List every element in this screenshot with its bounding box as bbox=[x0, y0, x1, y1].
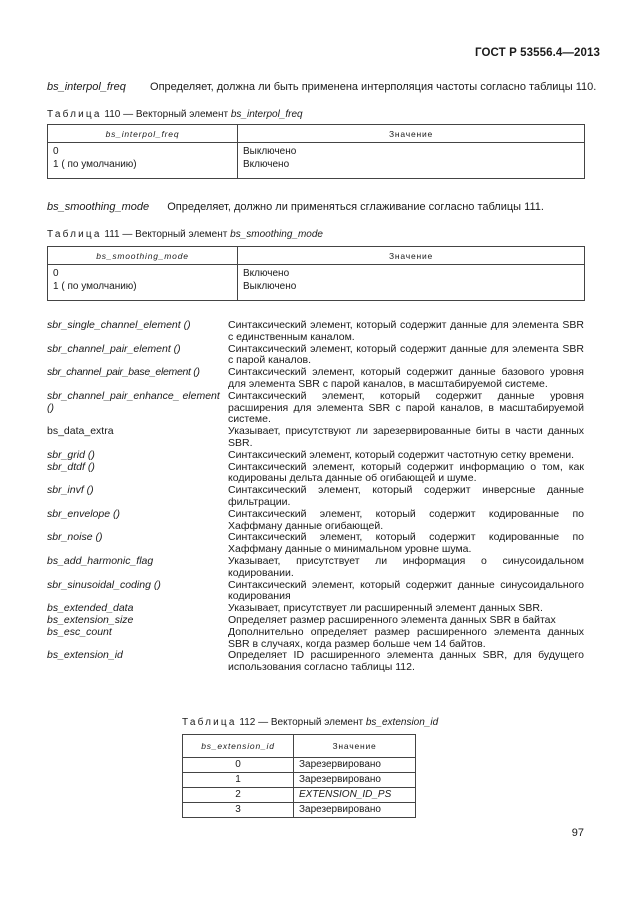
table-111-right-line: Выключено bbox=[243, 280, 297, 292]
table-112-header-col2: Значение bbox=[294, 735, 416, 758]
definition-term: sbr_single_channel_element () bbox=[47, 319, 191, 331]
definition-term: sbr_envelope () bbox=[47, 507, 120, 520]
definition-term: sbr_channel_pair_base_element () bbox=[47, 366, 200, 379]
definition-row bbox=[47, 532, 584, 556]
definition-desc: Указывает, присутствует ли расширенный элемент данных SBR. bbox=[228, 602, 543, 615]
definition-term: bs_extension_size bbox=[47, 613, 134, 626]
definition-row bbox=[47, 391, 584, 426]
table-110 bbox=[47, 124, 585, 179]
definition-desc: Синтаксический элемент, который содержит информацию о том, как кодированы дельта данные об огибающей и шуме. bbox=[228, 460, 584, 485]
caption-term: bs_interpol_freq bbox=[230, 109, 303, 120]
caption-term: bs_smoothing_mode bbox=[230, 229, 323, 240]
definition-desc: Дополнительно определяет размер расширенного элемента данных SBR в случаях, когда размер больше чем 14 байтов. bbox=[228, 625, 584, 650]
definition-desc: Указывает, присутствуют ли зарезервированные биты в части данных SBR. bbox=[228, 425, 584, 449]
table-111-left-line: 1 ( по умолчанию) bbox=[53, 280, 137, 292]
table-111-left-line: 0 bbox=[53, 268, 59, 279]
paragraph-text: Определяет, должно ли применяться сглаживание согласно таблицы 111. bbox=[167, 201, 544, 213]
table-112-id-cell: 1 bbox=[183, 773, 294, 788]
definition-row bbox=[47, 320, 584, 344]
table-110-left-line: 0 bbox=[53, 146, 59, 157]
definition-desc: Синтаксический элемент, который содержит данные для элемента SBR с парой каналов. bbox=[228, 342, 584, 367]
table-112-id-cell: 0 bbox=[183, 758, 294, 773]
caption-text: 112 — Векторный элемент bbox=[239, 717, 364, 728]
definition-term: bs_esc_count bbox=[47, 625, 112, 638]
definition-term: sbr_invf () bbox=[47, 484, 94, 497]
definition-desc: Синтаксический элемент, который содержит кодированные по Хаффману данные огибающей. bbox=[228, 507, 584, 532]
definition-row bbox=[47, 426, 584, 450]
table-110-caption bbox=[47, 109, 303, 120]
paragraph-interpol-freq bbox=[47, 81, 596, 93]
table-111-left-cell bbox=[48, 265, 238, 301]
table-111-header-col1: bs_smoothing_mode bbox=[48, 247, 238, 265]
definition-row bbox=[47, 615, 584, 627]
definition-row bbox=[47, 627, 584, 651]
table-row bbox=[183, 803, 416, 818]
table-112-value-cell: EXTENSION_ID_PS bbox=[294, 788, 416, 803]
table-row bbox=[183, 788, 416, 803]
definition-desc: Определяет ID расширенного элемента данных SBR, для будущего использования согласно таблицы 112. bbox=[228, 649, 584, 674]
definition-row bbox=[47, 450, 584, 462]
definition-desc: Синтаксический элемент, который содержит кодированные по Хаффману данные о минимальном уровне шума. bbox=[228, 531, 584, 556]
table-112-value-cell: Зарезервировано bbox=[294, 758, 416, 773]
table-112-header-col1: bs_extension_id bbox=[183, 735, 294, 758]
table-112-id-cell: 3 bbox=[183, 803, 294, 818]
table-110-right-cell bbox=[238, 143, 585, 179]
definition-row bbox=[47, 509, 584, 533]
definition-term: sbr_channel_pair_element () bbox=[47, 342, 181, 355]
definition-term: sbr_dtdf () bbox=[47, 460, 95, 473]
table-row bbox=[183, 758, 416, 773]
definition-row bbox=[47, 485, 584, 509]
definition-desc: Синтаксический элемент, который содержит частотную сетку времени. bbox=[228, 448, 575, 461]
caption-term: bs_extension_id bbox=[365, 717, 439, 728]
caption-word: Таблица bbox=[47, 229, 102, 240]
definition-row bbox=[47, 344, 584, 368]
definition-term: sbr_channel_pair_enhance_ element () bbox=[47, 389, 220, 414]
definitions-list bbox=[47, 320, 584, 674]
term-bs-smoothing-mode: bs_smoothing_mode bbox=[47, 201, 150, 213]
definition-row bbox=[47, 650, 584, 674]
table-111 bbox=[47, 246, 585, 301]
definition-term: bs_extension_id bbox=[47, 649, 123, 662]
table-112 bbox=[182, 734, 416, 818]
definition-row bbox=[47, 580, 584, 604]
definition-desc: Указывает, присутствует ли информация о синусоидальном кодировании. bbox=[228, 554, 584, 579]
table-112-value-cell: Зарезервировано bbox=[294, 803, 416, 818]
table-110-header-col2: Значение bbox=[238, 125, 585, 143]
definition-term: bs_add_harmonic_flag bbox=[47, 554, 154, 567]
definition-row bbox=[47, 556, 584, 580]
table-111-header-col2: Значение bbox=[238, 247, 585, 265]
definition-term: sbr_noise () bbox=[47, 531, 103, 544]
table-112-caption bbox=[182, 717, 438, 728]
definition-row bbox=[47, 462, 584, 486]
definition-term: sbr_sinusoidal_coding () bbox=[47, 578, 161, 591]
paragraph-text: Определяет, должна ли быть применена интерполяция частоты согласно таблицы 110. bbox=[150, 81, 597, 93]
definition-term: bs_data_extra bbox=[47, 425, 114, 438]
definition-desc: Синтаксический элемент, который содержит данные синусоидального кодирования bbox=[228, 578, 584, 603]
document-header: ГОСТ Р 53556.4—2013 bbox=[475, 47, 600, 59]
table-row bbox=[183, 773, 416, 788]
definition-desc: Синтаксический элемент, который содержит данные базового уровня для элемента SBR с парой каналов, в масштабируемой системе. bbox=[228, 366, 584, 390]
table-111-caption bbox=[47, 229, 323, 240]
definition-desc: Определяет размер расширенного элемента данных SBR в байтах bbox=[228, 613, 556, 626]
definition-term: bs_extended_data bbox=[47, 602, 134, 615]
definition-desc: Синтаксический элемент, который содержит данные для элемента SBR с единственным каналом. bbox=[228, 319, 584, 343]
table-110-right-line: Включено bbox=[243, 158, 290, 170]
definition-term: sbr_grid () bbox=[47, 448, 95, 461]
term-bs-interpol-freq: bs_interpol_freq bbox=[47, 81, 126, 93]
caption-word: Таблица bbox=[182, 717, 237, 728]
definition-row bbox=[47, 367, 584, 391]
definition-desc: Синтаксический элемент, который содержит инверсные данные фильтрации. bbox=[228, 484, 584, 508]
caption-text: 110 — Векторный элемент bbox=[104, 109, 229, 120]
table-110-left-line: 1 ( по умолчанию) bbox=[53, 158, 137, 170]
paragraph-smoothing-mode bbox=[47, 201, 544, 213]
table-111-right-line: Включено bbox=[243, 268, 290, 279]
page-number: 97 bbox=[571, 827, 584, 839]
definition-desc: Синтаксический элемент, который содержит данные уровня расширения для элемента SBR с парой каналов, в масштабируемой системе. bbox=[228, 389, 584, 426]
table-112-id-cell: 2 bbox=[183, 788, 294, 803]
table-112-value-cell: Зарезервировано bbox=[294, 773, 416, 788]
table-110-left-cell bbox=[48, 143, 238, 179]
table-110-header-col1: bs_interpol_freq bbox=[48, 125, 238, 143]
caption-word: Таблица bbox=[47, 109, 102, 120]
table-111-right-cell bbox=[238, 265, 585, 301]
table-110-right-line: Выключено bbox=[243, 146, 297, 157]
caption-text: 111 — Векторный элемент bbox=[104, 229, 228, 240]
